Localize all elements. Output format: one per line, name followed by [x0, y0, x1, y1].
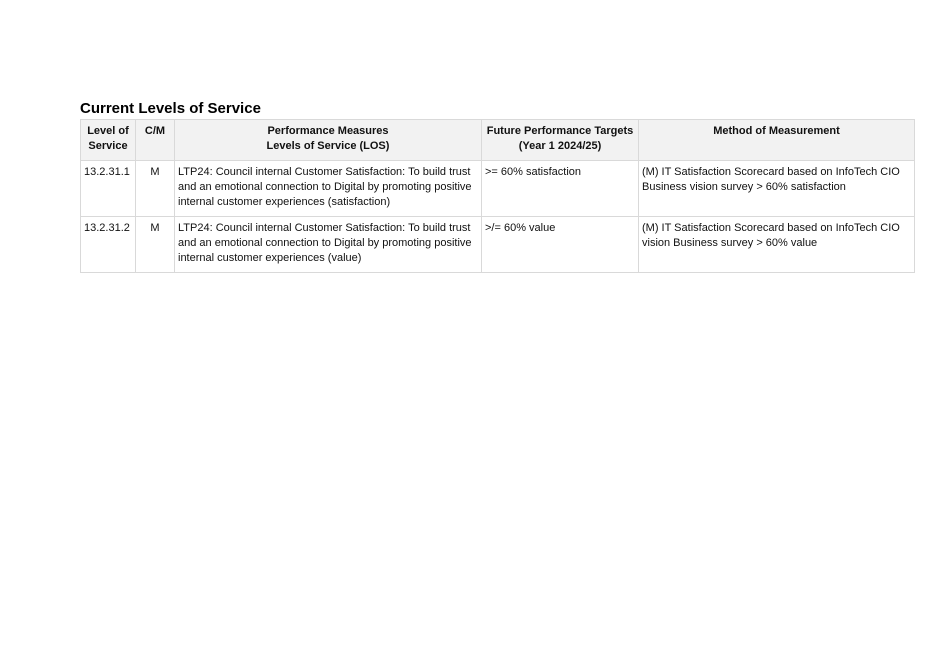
header-performance-measures: [175, 120, 482, 161]
cell-target: >= 60% satisfaction: [482, 161, 639, 217]
table-header-row: [81, 120, 915, 161]
table-row: [81, 217, 915, 273]
header-method: Method of Measurement: [639, 120, 915, 161]
header-performance-measures-line2: Levels of Service (LOS): [266, 140, 390, 152]
cell-measure: LTP24: Council internal Customer Satisfaction: To build trust and an emotional connection to Digital by promoting positive internal customer experiences (satisfaction): [175, 161, 482, 217]
section-title: Current Levels of Service: [80, 100, 261, 117]
header-level-of-service: [81, 120, 136, 161]
levels-of-service-table: [80, 119, 915, 273]
header-performance-measures-line1: Performance Measures: [267, 125, 389, 137]
cell-level: 13.2.31.1: [81, 161, 136, 217]
header-level-of-service-line1: Level of: [87, 125, 129, 137]
cell-cm: M: [136, 217, 175, 273]
cell-method: (M) IT Satisfaction Scorecard based on InfoTech CIO vision Business survey > 60% value: [639, 217, 915, 273]
cell-measure: LTP24: Council internal Customer Satisfaction: To build trust and an emotional connection to Digital by promoting positive internal customer experiences (value): [175, 217, 482, 273]
cell-method: (M) IT Satisfaction Scorecard based on InfoTech CIO Business vision survey > 60% satisfaction: [639, 161, 915, 217]
cell-target: >/= 60% value: [482, 217, 639, 273]
header-future-targets-line2: (Year 1 2024/25): [518, 140, 602, 152]
header-future-targets: [482, 120, 639, 161]
table-row: [81, 161, 915, 217]
header-level-of-service-line2: Service: [88, 140, 128, 152]
cell-cm: M: [136, 161, 175, 217]
header-future-targets-line1: Future Performance Targets: [486, 125, 634, 137]
cell-level: 13.2.31.2: [81, 217, 136, 273]
header-cm: C/M: [136, 120, 175, 161]
